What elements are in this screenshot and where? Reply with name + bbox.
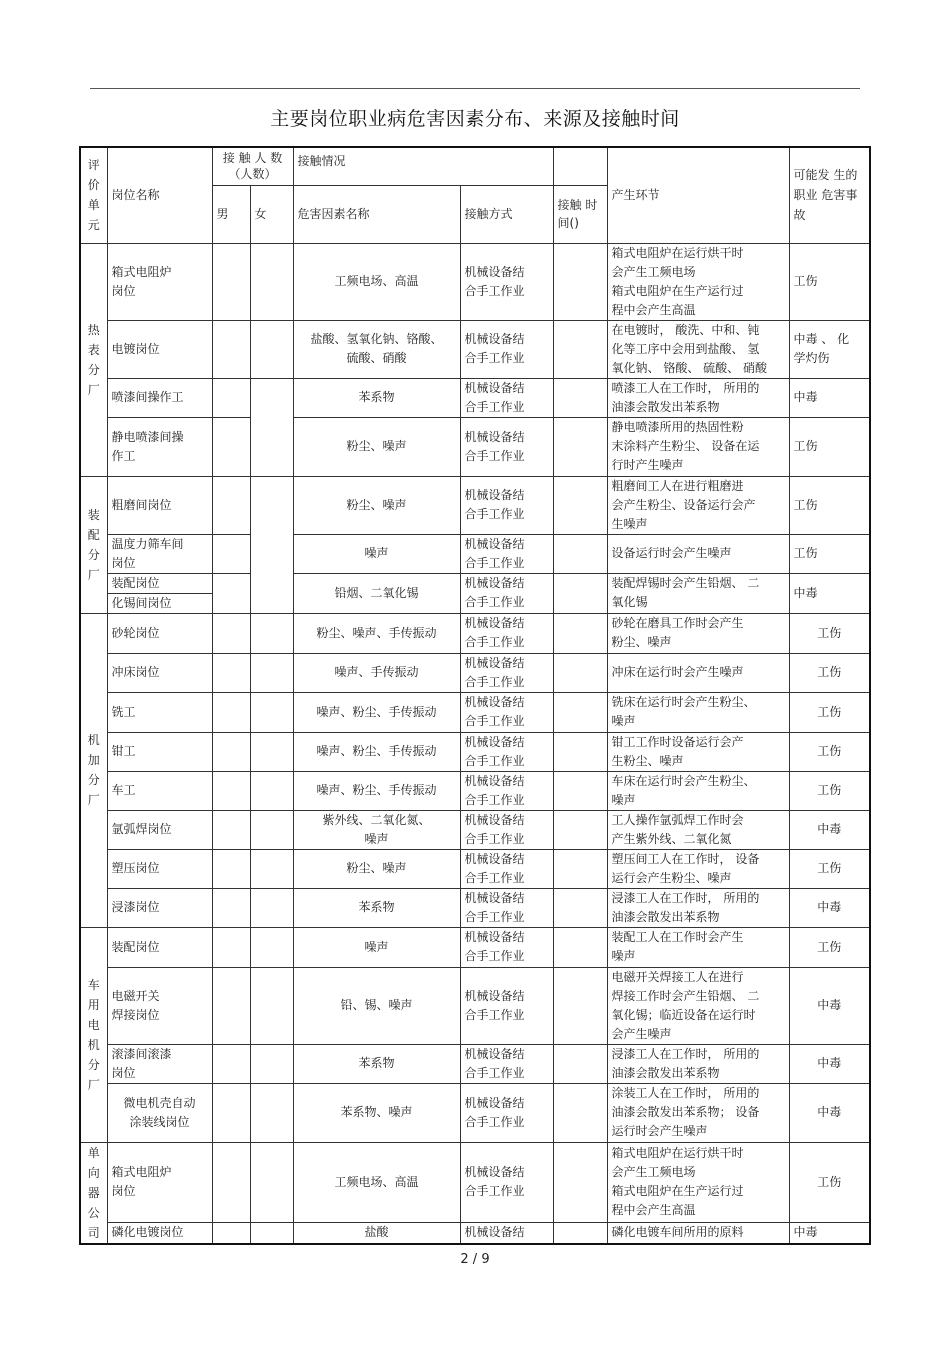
table-row: 滚漆间滚漆 岗位 苯系物 机械设备结 合手工作业 浸漆工人在工作时， 所用的 油漆会散发出苯系物 中毒: [80, 1044, 870, 1083]
table-row: 磷化电镀岗位 盐酸 机械设备结 磷化电镀车间所用的原料 中毒: [80, 1222, 870, 1243]
unit-cell: 热表分厂: [80, 243, 107, 476]
header-count: 接 触 人 数（人数）: [212, 147, 293, 185]
page-title: 主要岗位职业病危害因素分布、来源及接触时间: [270, 108, 680, 130]
header-male: 男: [212, 185, 250, 243]
header-method: 接触方式: [460, 185, 553, 243]
table-row: 电磁开关 焊接岗位 铅、锡、噪声 机械设备结 合手工作业 电磁开关焊接工人在进行 焊接工作时会产生铅烟、 二 氧化锡；临近设备在运行时 会产生噪声 中毒: [80, 967, 870, 1044]
header-accident: 可能发 生的职业 危害事故: [789, 147, 870, 243]
unit-cell: 装配分厂: [80, 476, 107, 613]
table-row: 车用电机分厂 装配岗位 噪声 机械设备结 合手工作业 装配工人在工作时会产生 噪声 工伤: [80, 927, 870, 967]
header-female: 女: [250, 185, 293, 243]
hazard-table: [79, 146, 871, 1245]
header-contact: 接触情况: [293, 147, 553, 185]
table-row: 装配岗位 铅烟、二氧化锡 机械设备结 合手工作业 装配焊锡时会产生铅烟、 二 氧化锡 中毒: [80, 573, 870, 593]
header-time: 接触 时 间(): [553, 185, 607, 243]
table-row: 铣工 噪声、粉尘、手传振动 机械设备结 合手工作业 铣床在运行时会产生粉尘、 噪声 工伤: [80, 692, 870, 732]
table-row: 单向器公司 箱式电阻炉 岗位 工频电场、高温 机械设备结 合手工作业 箱式电阻炉在运行烘干时 会产生工频电场 箱式电阻炉在生产运行过 程中会产生高温 工伤: [80, 1142, 870, 1222]
table-row: 浸漆岗位 苯系物 机械设备结 合手工作业 浸漆工人在工作时， 所用的 油漆会散发出苯系物 中毒: [80, 888, 870, 927]
table-row: 冲床岗位 噪声、手传振动 机械设备结 合手工作业 冲床在运行时会产生噪声 工伤: [80, 653, 870, 692]
table-row: 热表分厂 箱式电阻炉 岗位 工频电场、高温 机械设备结 合手工作业 箱式电阻炉在运行烘干时 会产生工频电场 箱式电阻炉在生产运行过 程中会产生高温 工伤: [80, 243, 870, 320]
table-row: 钳工 噪声、粉尘、手传振动 机械设备结 合手工作业 钳工工作时设备运行会产 生粉尘、噪声 工伤: [80, 732, 870, 771]
table-row: 静电喷漆间操 作工 粉尘、噪声 机械设备结 合手工作业 静电喷漆所用的热固性粉 末涂料产生粉尘、 设备在运 行时产生噪声 工伤: [80, 417, 870, 476]
unit-cell: 车用电机分厂: [80, 927, 107, 1142]
table-row: 车工 噪声、粉尘、手传振动 机械设备结 合手工作业 车床在运行时会产生粉尘、 噪声 工伤: [80, 771, 870, 810]
table-row: 装配分厂 粗磨间岗位 粉尘、噪声 机械设备结 合手工作业 粗磨间工人在进行粗磨进 会产生粉尘、设备运行会产 生噪声 工伤: [80, 476, 870, 534]
header-position: 岗位名称: [107, 147, 212, 243]
table-row: 温度力筛车间 岗位 噪声 机械设备结 合手工作业 设备运行时会产生噪声 工伤: [80, 534, 870, 573]
page-number: 2 / 9: [460, 1252, 490, 1267]
header-source: 产生环节: [607, 147, 789, 243]
unit-cell: 单向器公司: [80, 1142, 107, 1244]
table-row: 化锡间岗位: [80, 593, 870, 613]
table-row: 微电机壳自动 涂装线岗位 苯系物、噪声 机械设备结 合手工作业 涂装工人在工作时， 所用的 油漆会散发出苯系物； 设备 运行时会产生噪声 中毒: [80, 1083, 870, 1142]
header-unit: 评价单元: [80, 147, 107, 243]
table-row: 塑压岗位 粉尘、噪声 机械设备结 合手工作业 塑压间工人在工作时， 设备 运行会产生粉尘、噪声 工伤: [80, 849, 870, 888]
header-factor: 危害因素名称: [293, 185, 460, 243]
table-header-row: [80, 147, 870, 185]
table-row: 机加分厂 砂轮岗位 粉尘、噪声、手传振动 机械设备结 合手工作业 砂轮在磨具工作时会产生 粉尘、噪声 工伤: [80, 613, 870, 653]
unit-cell: 机加分厂: [80, 613, 107, 927]
header-rule: [90, 88, 860, 89]
table-row: 喷漆间操作工 苯系物 机械设备结 合手工作业 喷漆工人在工作时， 所用的 油漆会散发出苯系物 中毒: [80, 378, 870, 417]
table-row: 氩弧焊岗位 紫外线、二氧化氮、 噪声 机械设备结 合手工作业 工人操作氩弧焊工作时会 产生紫外线、二氧化氮 中毒: [80, 810, 870, 849]
table-row: 电镀岗位 盐酸、氢氧化钠、铬酸、 硫酸、硝酸 机械设备结 合手工作业 在电镀时， 酸洗、中和、钝 化等工序中会用到盐酸、 氢 氧化钠、 铬酸、 硫酸、 硝酸 中毒 、 化 学灼伤: [80, 320, 870, 378]
